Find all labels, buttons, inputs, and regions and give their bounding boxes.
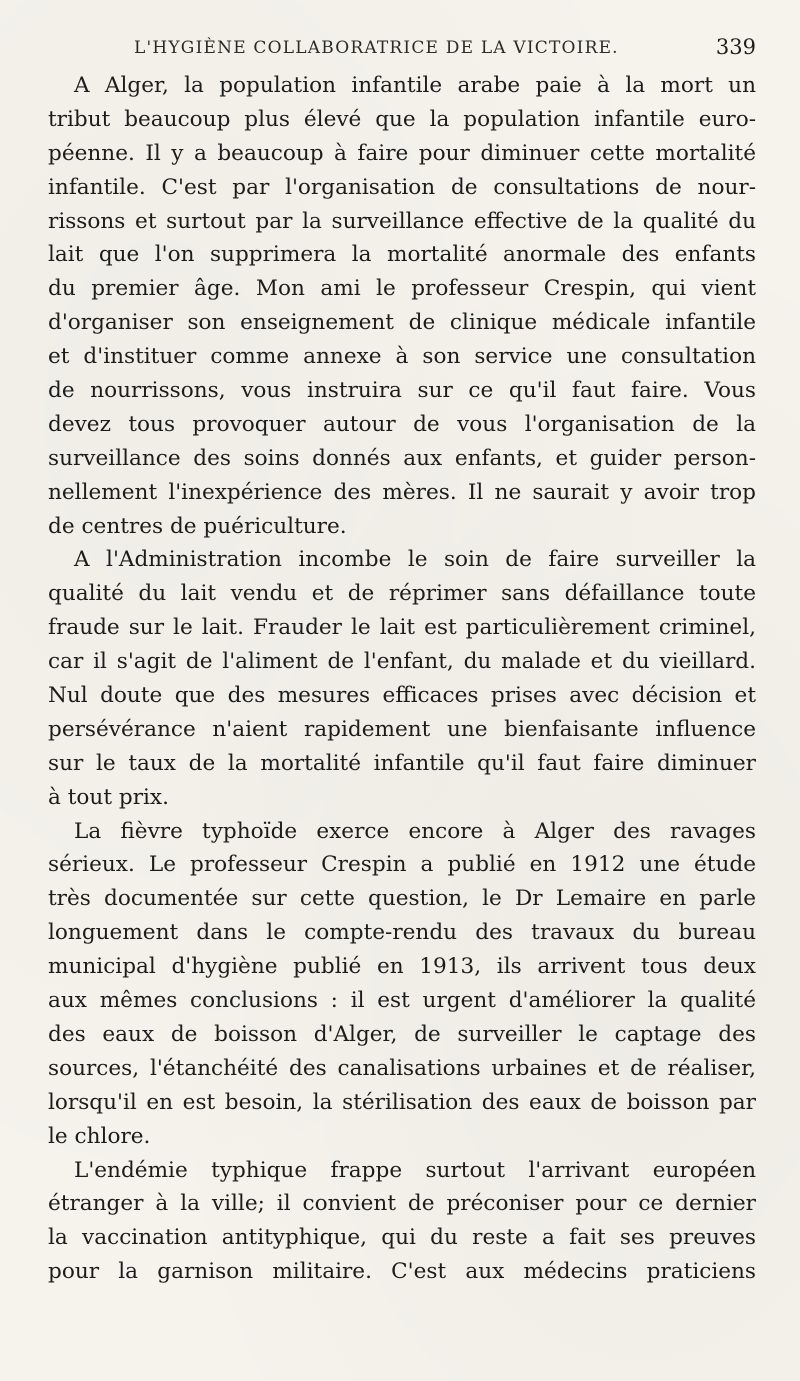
text-line: et d'instituer comme annexe à son service une consultation [48,344,756,370]
text-line: devez tous provoquer autour de vous l'organisation de la [48,411,756,437]
text-line: car il s'agit de l'aliment de l'enfant, du malade et du vieillard. [48,649,756,675]
text-line: A l'Administration incombe le soin de faire surveiller la [74,547,756,573]
text-line: le chlore. [48,1123,151,1149]
text-line: aux mêmes conclusions : il est urgent d'améliorer la qualité [48,988,756,1014]
text-line: de nourrissons, vous instruira sur ce qu'il faut faire. Vous [48,378,756,404]
text-line: L'endémie typhique frappe surtout l'arrivant européen [74,1157,756,1183]
text-line: fraude sur le lait. Frauder le lait est particulièrement criminel, [48,615,756,641]
page-number: 339 [715,35,756,59]
text-line: péenne. Il y a beaucoup à faire pour diminuer cette mortalité [48,140,756,166]
text-line: sur le taux de la mortalité infantile qu'il faut faire diminuer [48,750,756,776]
text-line: d'organiser son enseignement de clinique médicale infantile [48,310,756,336]
text-line: qualité du lait vendu et de réprimer sans défaillance toute [48,581,756,607]
text-line: rissons et surtout par la surveillance effective de la qualité du [48,208,756,234]
text-line: lorsqu'il en est besoin, la stérilisation des eaux de boisson par [48,1089,756,1115]
body-text [48,69,756,1289]
text-line: de centres de puériculture. [48,513,347,539]
running-title: L'HYGIÈNE COLLABORATRICE DE LA VICTOIRE. [134,38,619,58]
text-line: la vaccination antityphique, qui du reste a fait ses preuves [48,1225,756,1251]
text-line: lait que l'on supprimera la mortalité anormale des enfants [48,242,756,268]
text-line: La fièvre typhoïde exerce encore à Alger des ravages [74,818,756,844]
text-line: pour la garnison militaire. C'est aux médecins praticiens [48,1259,756,1285]
text-line: sources, l'étanchéité des canalisations urbaines et de réaliser, [48,1055,756,1081]
text-line: étranger à la ville; il convient de préconiser pour ce dernier [48,1191,756,1217]
text-line: à tout prix. [48,784,169,810]
text-line: très documentée sur cette question, le Dr Lemaire en parle [48,886,756,912]
text-line: surveillance des soins donnés aux enfants, et guider person- [48,445,756,471]
text-line: municipal d'hygiène publié en 1913, ils arrivent tous deux [48,954,756,980]
text-line: tribut beaucoup plus élevé que la population infantile euro- [48,106,756,132]
page-header [134,35,756,68]
text-line: des eaux de boisson d'Alger, de surveiller le captage des [48,1021,756,1047]
text-line: persévérance n'aient rapidement une bienfaisante influence [48,716,756,742]
text-line: du premier âge. Mon ami le professeur Crespin, qui vient [48,276,756,302]
text-line: longuement dans le compte-rendu des travaux du bureau [48,920,756,946]
text-line: infantile. C'est par l'organisation de consultations de nour- [48,174,756,200]
text-line: A Alger, la population infantile arabe paie à la mort un [74,73,756,98]
text-line: nellement l'inexpérience des mères. Il ne saurait y avoir trop [48,479,756,505]
text-line: sérieux. Le professeur Crespin a publié en 1912 une étude [48,852,756,878]
text-line: Nul doute que des mesures efficaces prises avec décision et [48,683,756,709]
